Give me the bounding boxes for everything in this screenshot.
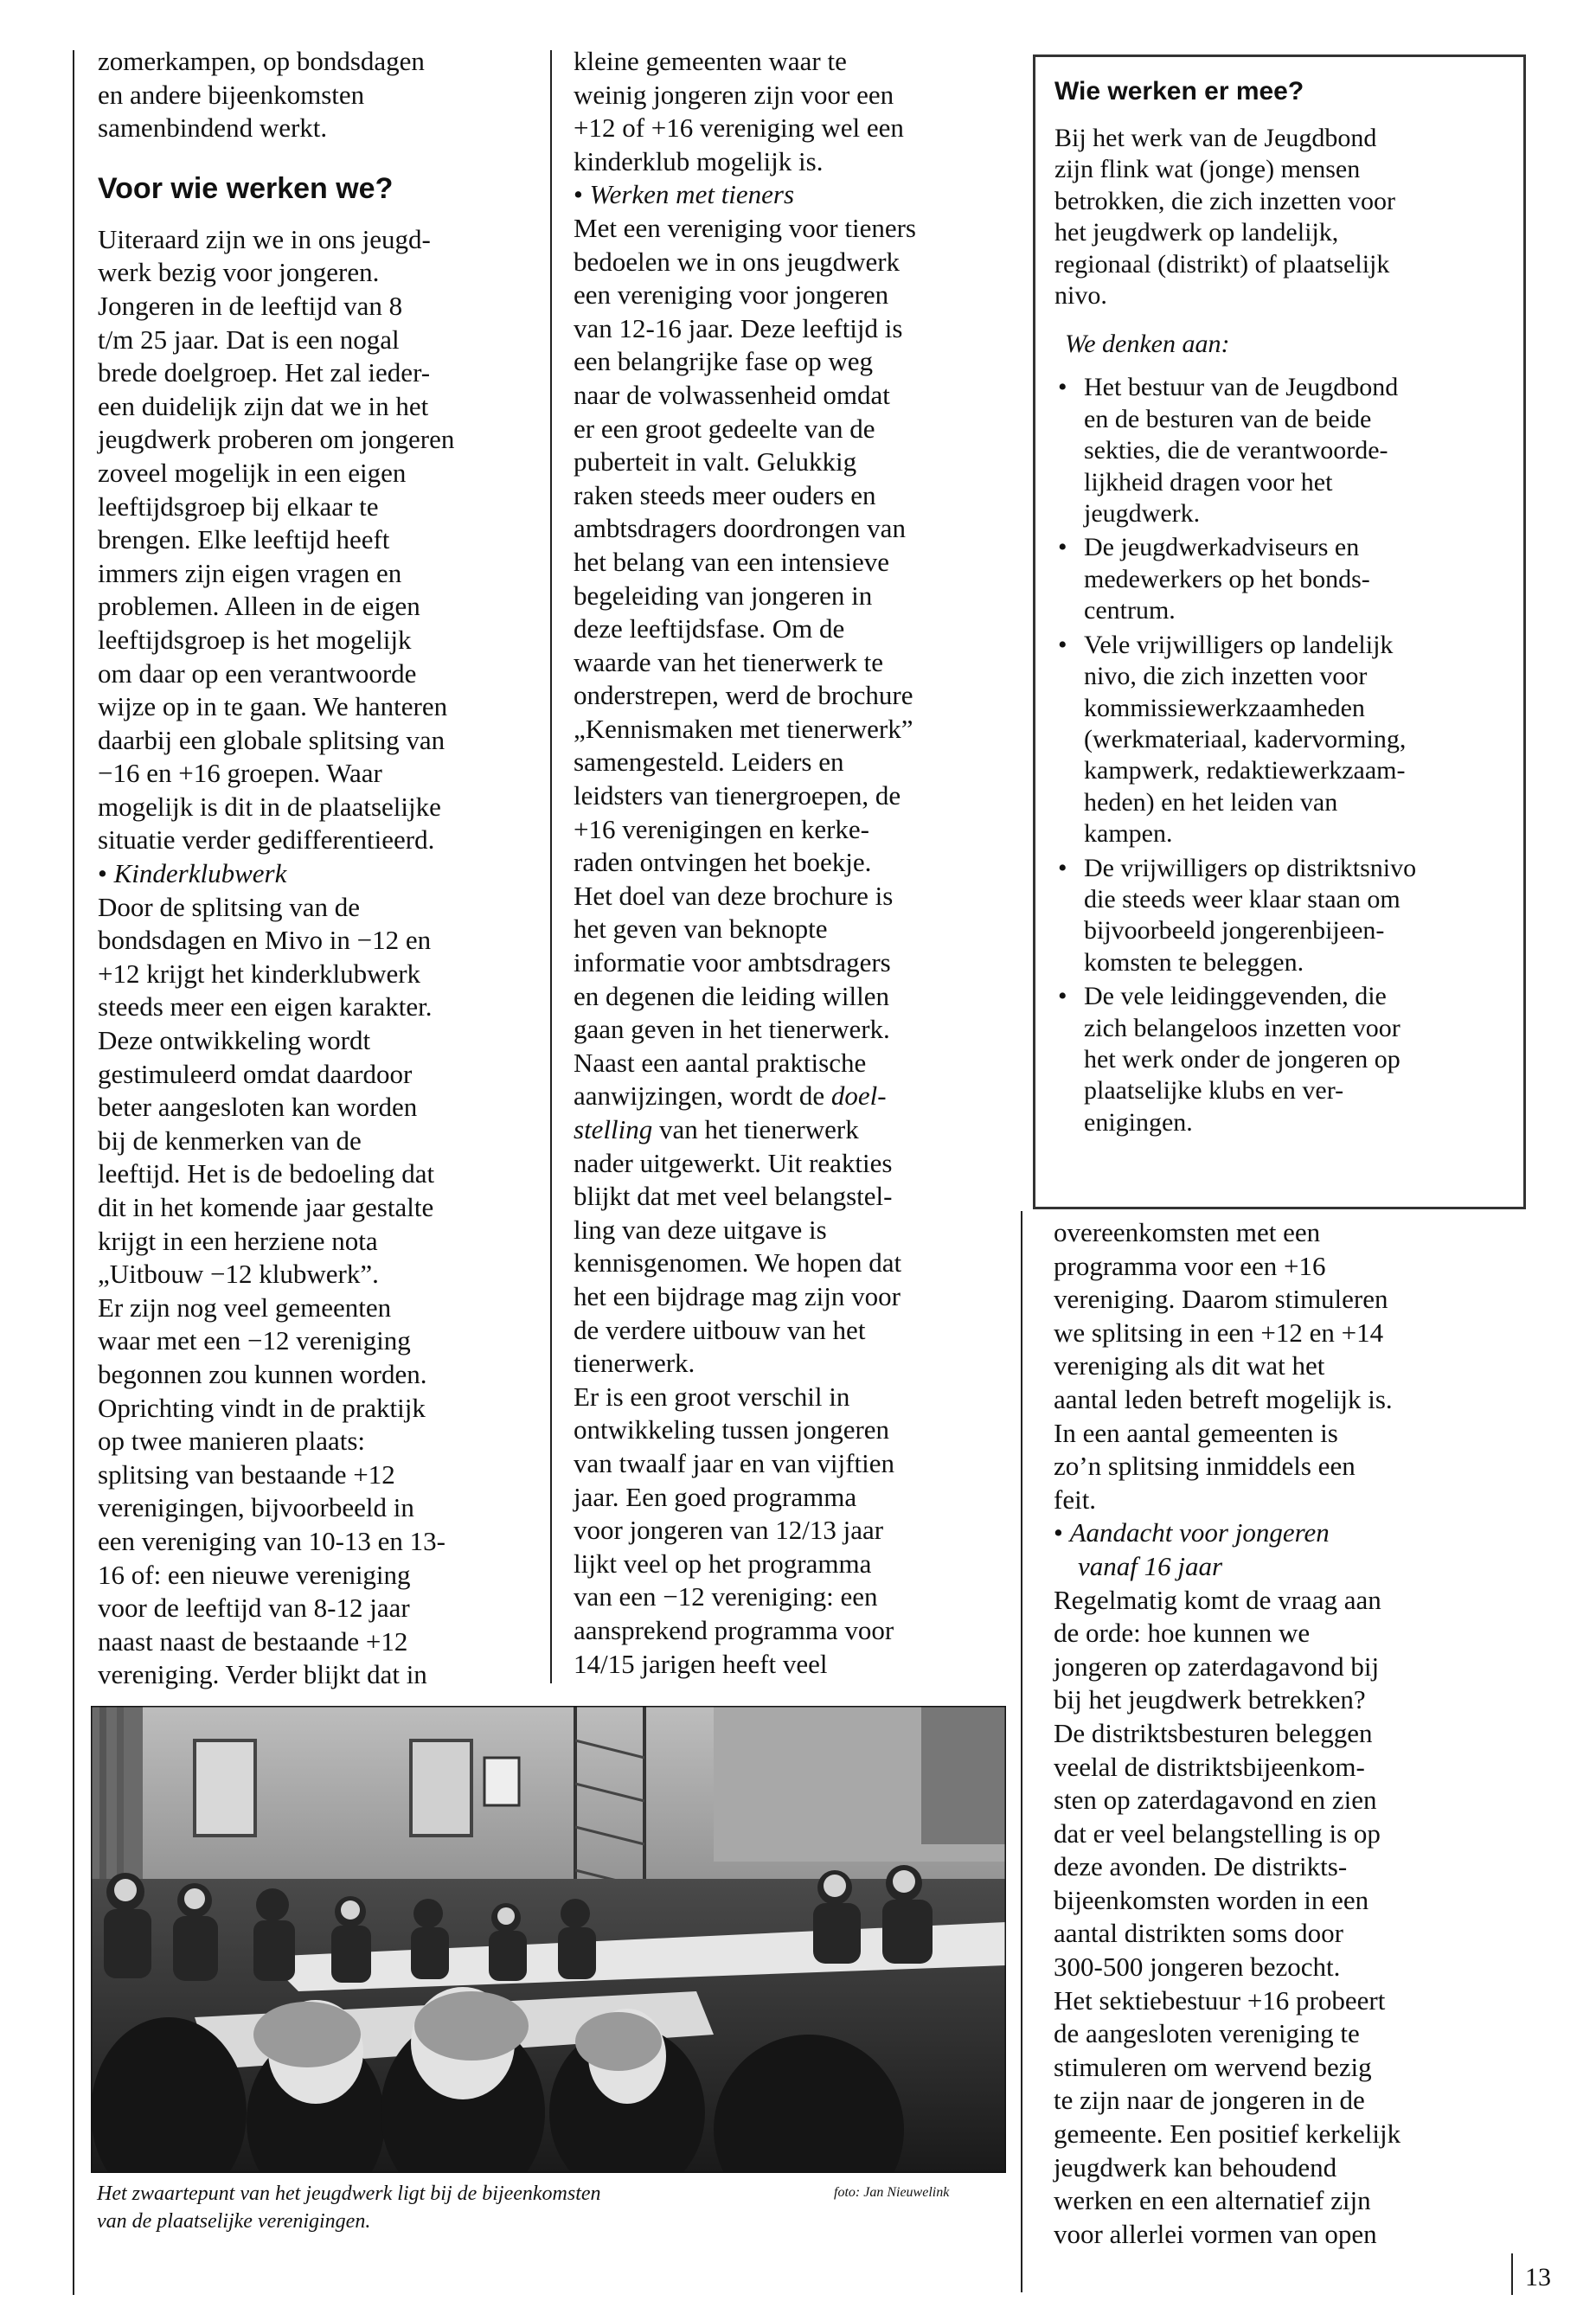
text-line: waar met een −12 vereniging: [98, 1325, 411, 1356]
text-line: Het bestuur van de Jeugdbond: [1084, 373, 1399, 402]
col2-intro: [574, 45, 1015, 178]
text-line: het geven van beknopte: [574, 913, 828, 945]
italic-text: stelling: [574, 1114, 653, 1144]
text-line: Door de splitsing van de: [98, 891, 361, 922]
photo-caption: [97, 2180, 601, 2235]
text-line: De vrijwilligers op distriktsnivo: [1084, 853, 1417, 882]
text-line: overeenkomsten met een: [1054, 1217, 1321, 1247]
text-line: kleine gemeenten waar te: [574, 46, 847, 76]
text-line: jeugdwerk kan behoudend: [1054, 2151, 1337, 2182]
text-line: splitsing van bestaande +12: [98, 1458, 395, 1490]
text-line: De vele leidinggevenden, die: [1084, 982, 1387, 1011]
text-line: en de besturen van de beide: [1084, 404, 1372, 433]
text-line: werken en een alternatief zijn: [1054, 2185, 1371, 2216]
text-line: aantal distrikten soms door: [1054, 1918, 1343, 1949]
text-line: te zijn naar de jongeren in de: [1054, 2085, 1365, 2116]
column-2: [574, 45, 1015, 1681]
text-line: brengen. Elke leeftijd heeft: [98, 524, 390, 555]
text-line: In een aantal gemeenten is: [1054, 1417, 1338, 1448]
text-line: „Kennismaken met tienerwerk”: [574, 713, 913, 744]
box-list-item: [1054, 630, 1515, 850]
text-line: puberteit in valt. Gelukkig: [574, 446, 857, 478]
text-line: Er zijn nog veel gemeenten: [98, 1292, 392, 1323]
text-line: voor jongeren van 12/13 jaar: [574, 1515, 884, 1546]
bullet-aandacht: [1054, 1516, 1512, 1550]
text-line: het een bijdrage mag zijn voor: [574, 1280, 901, 1311]
text-line: en degenen die leiding willen: [574, 980, 889, 1011]
text-line: bijvoorbeeld jongerenbijeen-: [1084, 916, 1385, 945]
photo-credit: foto: Jan Nieuwelink: [834, 2185, 950, 2200]
text-line: bijeenkomsten worden in een: [1054, 1884, 1369, 1915]
heading-voor-wie: Voor wie werken we?: [98, 171, 394, 205]
text-line: zoveel mogelijk in een eigen: [98, 457, 407, 488]
text-line: van 12-16 jaar. Deze leeftijd is: [574, 312, 903, 343]
text-line: kinderklub mogelijk is.: [574, 145, 824, 176]
text-line: we splitsing in een +12 en +14: [1054, 1317, 1384, 1348]
text-line: begonnen zou kunnen worden.: [98, 1358, 427, 1389]
text-line: Met een vereniging voor tieners: [574, 212, 916, 243]
page-number: 13: [1525, 2263, 1551, 2291]
text-line: −16 en +16 groepen. Waar: [98, 758, 382, 789]
bullet-label: Aandacht voor jongeren: [1069, 1517, 1330, 1548]
text-line: de verdere uitbouw van het: [574, 1314, 866, 1345]
text-line: zijn flink wat (jonge) mensen: [1054, 155, 1361, 184]
text-line: bondsdagen en Mivo in −12 en: [98, 925, 432, 956]
text-line: t/m 25 jaar. Dat is een nogal: [98, 324, 400, 355]
text-line: waarde van het tienerwerk te: [574, 646, 884, 677]
text-line: feit.: [1054, 1484, 1097, 1515]
text-line: de aangesloten vereniging te: [1054, 2018, 1360, 2049]
text-line: regionaal (distrikt) of plaatselijk: [1054, 249, 1390, 279]
text-line: een vereniging van 10-13 en 13-: [98, 1525, 446, 1556]
column-rule-middle: [550, 50, 552, 1683]
text-line: komsten te beleggen.: [1084, 947, 1304, 977]
bullet-dot: •: [98, 858, 107, 889]
bullet-label: Kinderklubwerk: [113, 858, 287, 889]
text-line: gaan geven in het tienerwerk.: [574, 1014, 890, 1045]
text-line: zo’n splitsing inmiddels een: [1054, 1451, 1356, 1482]
text-line: weinig jongeren zijn voor een: [574, 79, 894, 110]
text-line: raken steeds meer ouders en: [574, 479, 876, 510]
text-line: zich belangeloos inzetten voor: [1084, 1013, 1401, 1042]
text-line: lijkt veel op het programma: [574, 1548, 872, 1579]
text-line: Vele vrijwilligers op landelijk: [1084, 630, 1394, 659]
text-line: De distriktsbesturen beleggen: [1054, 1717, 1373, 1748]
text-line: van een −12 vereniging: een: [574, 1581, 878, 1612]
text-line: Uiteraard zijn we in ons jeugd-: [98, 223, 431, 254]
text-line: 14/15 jarigen heeft veel: [574, 1648, 828, 1679]
col2-body-2: [574, 1147, 1015, 1682]
text-line: steeds meer een eigen karakter.: [98, 991, 433, 1022]
bullet-dot: •: [1058, 853, 1067, 882]
text-line: enigingen.: [1084, 1107, 1193, 1137]
text-line: +12 of +16 vereniging wel een: [574, 112, 904, 144]
column-1: [98, 45, 539, 1692]
col1-body: [98, 223, 539, 857]
text-line: werk bezig voor jongeren.: [98, 257, 380, 288]
text-line: het jeugdwerk op landelijk,: [1054, 218, 1339, 247]
text-line: onderstrepen, werd de brochure: [574, 680, 913, 711]
text-line: zomerkampen, op bondsdagen: [98, 46, 425, 76]
text-line: er een groot gedeelte van de: [574, 413, 875, 444]
text-line: „Uitbouw −12 klubwerk”.: [98, 1259, 379, 1290]
bullet-dot: •: [1058, 630, 1067, 659]
text-line: bij de kenmerken van de: [98, 1125, 362, 1156]
text-line: jeugdwerk proberen om jongeren: [98, 424, 455, 455]
text-line: informatie voor ambtsdragers: [574, 947, 891, 978]
text-line: De jeugdwerkadviseurs en: [1084, 533, 1360, 562]
text-line: heden) en het leiden van: [1084, 787, 1338, 817]
bullet-dot: •: [574, 179, 583, 210]
text-line: Jongeren in de leeftijd van 8: [98, 290, 403, 321]
box-we-denken-aan: We denken aan:: [1065, 330, 1230, 359]
text-line: op twee manieren plaats:: [98, 1426, 366, 1457]
photo-caption-line-1: Het zwaartepunt van het jeugdwerk ligt bij de bijeenkomsten: [97, 2182, 601, 2205]
meeting-photo: [91, 1706, 1006, 2173]
text-line: begeleiding van jongeren in: [574, 580, 873, 611]
text-line: nader uitgewerkt. Uit reakties: [574, 1147, 893, 1178]
photo-caption-line-2: van de plaatselijke verenigingen.: [97, 2210, 371, 2233]
text-line: +12 krijgt het kinderklubwerk: [98, 958, 421, 989]
column-3: [1054, 1216, 1512, 2251]
bullet-label: Werken met tieners: [589, 179, 795, 210]
text-line: stimuleren om wervend bezig: [1054, 2051, 1372, 2082]
col1-body-2: [98, 891, 539, 1692]
text-line: Er is een groot verschil in: [574, 1381, 850, 1412]
text-line: bij het jeugdwerk betrekken?: [1054, 1684, 1366, 1715]
text-line: blijkt dat met veel belangstel-: [574, 1181, 893, 1212]
text-line: naast naast de bestaande +12: [98, 1625, 408, 1657]
box-intro-text: [1054, 123, 1515, 311]
text-line: een vereniging voor jongeren: [574, 279, 889, 311]
text-line: verenigingen, bijvoorbeeld in: [98, 1492, 414, 1523]
text-line: kampwerk, redaktiewerkzaam-: [1084, 756, 1406, 785]
bullet-kinderklubwerk: [98, 857, 539, 891]
box-bullet-list: [1054, 372, 1515, 1138]
text-line: beter aangesloten kan worden: [98, 1092, 418, 1123]
sidebar-box-wie-werken: [1033, 54, 1526, 1209]
col2-mixed-line-2: [574, 1113, 1015, 1147]
col2-mixed-line-1: [574, 1080, 1015, 1113]
text-line: voor de leeftijd van 8-12 jaar: [98, 1593, 410, 1624]
col3-intro: [1054, 1216, 1512, 1516]
text-line: Het doel van deze brochure is: [574, 880, 894, 911]
text-line: kampen.: [1084, 819, 1173, 849]
text-line: lijkheid dragen voor het: [1084, 467, 1333, 497]
text-line: krijgt in een herziene nota: [98, 1225, 378, 1256]
text-line: (werkmateriaal, kadervorming,: [1084, 724, 1407, 753]
text-line: 16 of: een nieuwe vereniging: [98, 1559, 411, 1590]
page-number-rule: [1511, 2253, 1513, 2295]
text-line: het werk onder de jongeren op: [1084, 1044, 1401, 1074]
text: van het tienerwerk: [652, 1114, 859, 1144]
text-line: vereniging. Daarom stimuleren: [1054, 1284, 1388, 1315]
col2-body: [574, 212, 1015, 1080]
text-line: programma voor een +16: [1054, 1250, 1326, 1281]
text-line: een belangrijke fase op weg: [574, 346, 874, 377]
text-line: medewerkers op het bonds-: [1084, 564, 1370, 593]
text-line: plaatselijke klubs en ver-: [1084, 1076, 1344, 1106]
text-line: aantal leden betreft mogelijk is.: [1054, 1383, 1393, 1414]
text-line: daarbij een globale splitsing van: [98, 724, 445, 755]
text-line: naar de volwassenheid omdat: [574, 379, 890, 410]
text-line: Regelmatig komt de vraag aan: [1054, 1584, 1381, 1615]
meeting-photo-image: [91, 1706, 1006, 2173]
text-line: problemen. Alleen in de eigen: [98, 591, 420, 622]
text-line: deze avonden. De distrikts-: [1054, 1851, 1348, 1882]
text-line: van twaalf jaar en van vijftien: [574, 1447, 894, 1478]
text-line: centrum.: [1084, 596, 1176, 625]
text-line: ambtsdragers doordrongen van: [574, 513, 906, 544]
text-line: dat er veel belangstelling is op: [1054, 1817, 1381, 1849]
text-line: Bij het werk van de Jeugdbond: [1054, 124, 1377, 152]
text-line: het belang van een intensieve: [574, 546, 889, 577]
text-line: leeftijd. Het is de bedoeling dat: [98, 1158, 435, 1189]
text-line: aansprekend programma voor: [574, 1614, 894, 1645]
italic-text: doel-: [830, 1080, 887, 1112]
text-line: om daar op een verantwoorde: [98, 657, 417, 689]
text-line: vereniging. Verder blijkt dat in: [98, 1659, 427, 1690]
text-line: 300-500 jongeren bezocht.: [1054, 1952, 1341, 1983]
text-line: leeftijdsgroep is het mogelijk: [98, 624, 412, 655]
text-line: brede doelgroep. Het zal ieder-: [98, 357, 431, 388]
col1-intro: [98, 45, 539, 145]
box-list-item: [1054, 372, 1515, 529]
bullet-dot: •: [1058, 982, 1067, 1011]
box-list-item: [1054, 532, 1515, 626]
text-line: gemeente. Een positief kerkelijk: [1054, 2118, 1401, 2150]
text-line: sekties, die de verantwoorde-: [1084, 436, 1388, 465]
text-line: jongeren op zaterdagavond bij: [1054, 1650, 1380, 1682]
text-line: sten op zaterdagavond en zien: [1054, 1785, 1377, 1816]
text-line: wijze op in te gaan. We hanteren: [98, 691, 448, 722]
bullet-dot: •: [1058, 373, 1067, 402]
text-line: een duidelijk zijn dat we in het: [98, 390, 429, 421]
text-line: raden ontvingen het boekje.: [574, 847, 872, 878]
text-line: gestimuleerd omdat daardoor: [98, 1058, 413, 1089]
text-line: ontwikkeling tussen jongeren: [574, 1414, 890, 1445]
bullet-dot: •: [1058, 533, 1067, 562]
text-line: +16 verenigingen en kerke-: [574, 813, 869, 844]
text-line: dit in het komende jaar gestalte: [98, 1192, 434, 1222]
text-line: nivo.: [1054, 281, 1107, 311]
text: aanwijzingen, wordt de: [574, 1080, 831, 1112]
text-line: ling van deze uitgave is: [574, 1214, 827, 1245]
text-line: samengesteld. Leiders en: [574, 747, 844, 778]
text-line: Deze ontwikkeling wordt: [98, 1025, 371, 1056]
text-line: leidsters van tienergroepen, de: [574, 780, 901, 811]
column-rule-right: [1021, 1211, 1022, 2292]
column-rule-left: [73, 50, 74, 2295]
text-line: immers zijn eigen vragen en: [98, 557, 402, 588]
text-line: nivo, die zich inzetten voor: [1084, 662, 1368, 691]
text-line: die steeds weer klaar staan om: [1084, 884, 1401, 913]
text-line: de orde: hoe kunnen we: [1054, 1618, 1311, 1649]
text-line: Het sektiebestuur +16 probeert: [1054, 1984, 1386, 2016]
text-line: tienerwerk.: [574, 1348, 695, 1379]
text-line: voor allerlei vormen van open: [1054, 2218, 1377, 2249]
text-line: vereniging als dit wat het: [1054, 1350, 1325, 1381]
text-line: samenbindend werkt.: [98, 112, 328, 144]
text-line: kommissiewerkzaamheden: [1084, 693, 1365, 722]
text-line: veelal de distriktsbijeenkom-: [1054, 1751, 1365, 1782]
box-heading: Wie werken er mee?: [1054, 77, 1304, 106]
text-line: deze leeftijdsfase. Om de: [574, 613, 845, 644]
text-line: leeftijdsgroep bij elkaar te: [98, 490, 379, 522]
text-line: jaar. Een goed programma: [574, 1481, 857, 1512]
text-line: betrokken, die zich inzetten voor: [1054, 186, 1396, 215]
text-line: Oprichting vindt in de praktijk: [98, 1392, 426, 1423]
text-line: situatie verder gedifferentieerd.: [98, 824, 435, 856]
bullet-aandacht-cont: vanaf 16 jaar: [1078, 1550, 1223, 1581]
text-line: jeugdwerk.: [1084, 499, 1201, 529]
text-line: Naast een aantal praktische: [574, 1047, 867, 1078]
box-list-item: [1054, 853, 1515, 979]
box-list-item: [1054, 981, 1515, 1138]
bullet-dot: •: [1054, 1517, 1063, 1548]
col3-body: [1054, 1584, 1512, 2252]
bullet-werken-met-tieners: [574, 178, 1015, 212]
text-line: bedoelen we in ons jeugdwerk: [574, 246, 901, 277]
text-line: kennisgenomen. We hopen dat: [574, 1247, 902, 1279]
text-line: mogelijk is dit in de plaatselijke: [98, 791, 441, 822]
text-line: en andere bijeenkomsten: [98, 79, 365, 110]
